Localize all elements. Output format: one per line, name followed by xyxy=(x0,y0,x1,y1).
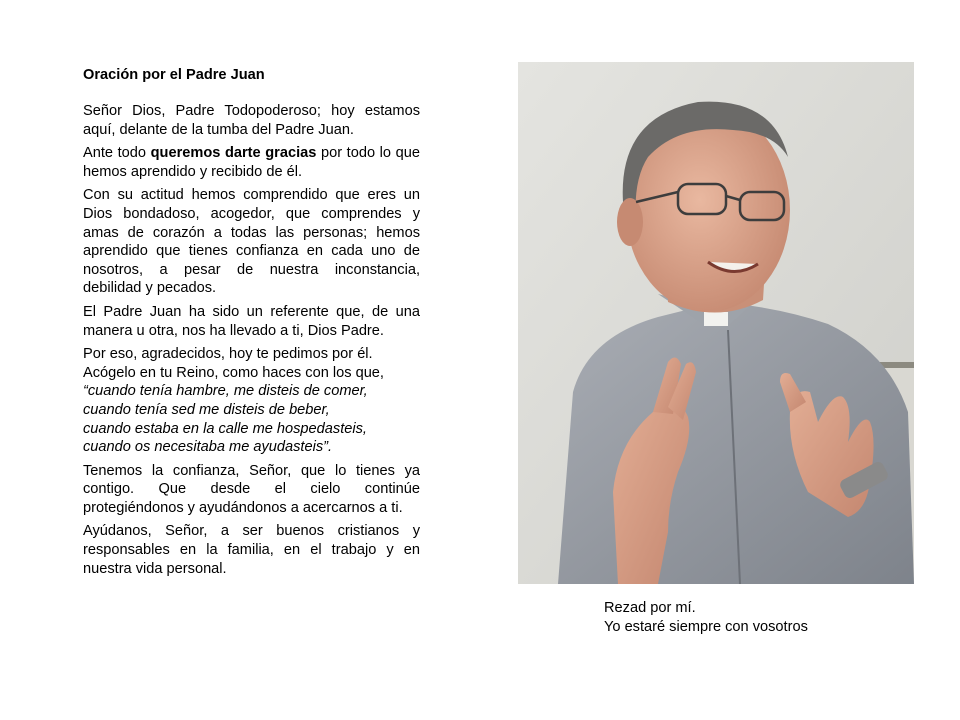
prayer-paragraph-1: Señor Dios, Padre Todopoderoso; hoy estamos aquí, delante de la tumba del Padre Juan. xyxy=(83,103,420,138)
prayer-paragraph-3: Con su actitud hemos comprendido que eres un Dios bondadoso, acogedor, que comprendes y amas de corazón a todas las personas; hemos aprendido que tienes confianza en cada uno de nosotros, a pesar de nuestra inconstancia, debilidad y pecados. xyxy=(83,187,420,297)
prayer-paragraph-2-end: por todo lo que hemos aprendido y recibido de él. xyxy=(83,145,420,180)
prayer-paragraph-2 xyxy=(83,144,420,181)
prayer-title: Oración por el Padre Juan xyxy=(83,67,265,83)
prayer-paragraph-5-line-2: Acógelo en tu Reino, como haces con los que, xyxy=(83,364,384,381)
prayer-paragraph-7: Ayúdanos, Señor, a ser buenos cristianos y responsables en la familia, en el trabajo y en nuestra vida personal. xyxy=(83,523,420,577)
priest-photo xyxy=(518,62,914,584)
prayer-paragraph-5 xyxy=(83,345,420,457)
prayer-paragraph-4: El Padre Juan ha sido un referente que, de una manera u otra, nos ha llevado a ti, Dios Padre. xyxy=(83,303,420,339)
caption-line-1: Rezad por mí. xyxy=(604,600,696,616)
caption-line-2: Yo estaré siempre con vosotros xyxy=(604,619,808,635)
quote-line-1: “cuando tenía hambre, me disteis de comer, xyxy=(83,383,368,400)
quote-line-3: cuando estaba en la calle me hospedasteis, xyxy=(83,420,367,437)
prayer-paragraph-6: Tenemos la confianza, Señor, que lo tienes ya contigo. Que desde el cielo continúe protegiéndonos y ayudándonos a acercarnos a ti. xyxy=(83,462,420,516)
prayer-paragraph-2-start: Ante todo xyxy=(83,145,151,162)
prayer-text xyxy=(83,66,420,583)
quote-line-2: cuando tenía sed me disteis de beber, xyxy=(83,401,330,418)
photo-caption xyxy=(604,599,808,637)
prayer-paragraph-5-line-1: Por eso, agradecidos, hoy te pedimos por él. xyxy=(83,346,373,363)
quote-line-4: cuando os necesitaba me ayudasteis”. xyxy=(83,439,333,456)
prayer-paragraph-2-bold: queremos darte gracias xyxy=(150,145,317,162)
